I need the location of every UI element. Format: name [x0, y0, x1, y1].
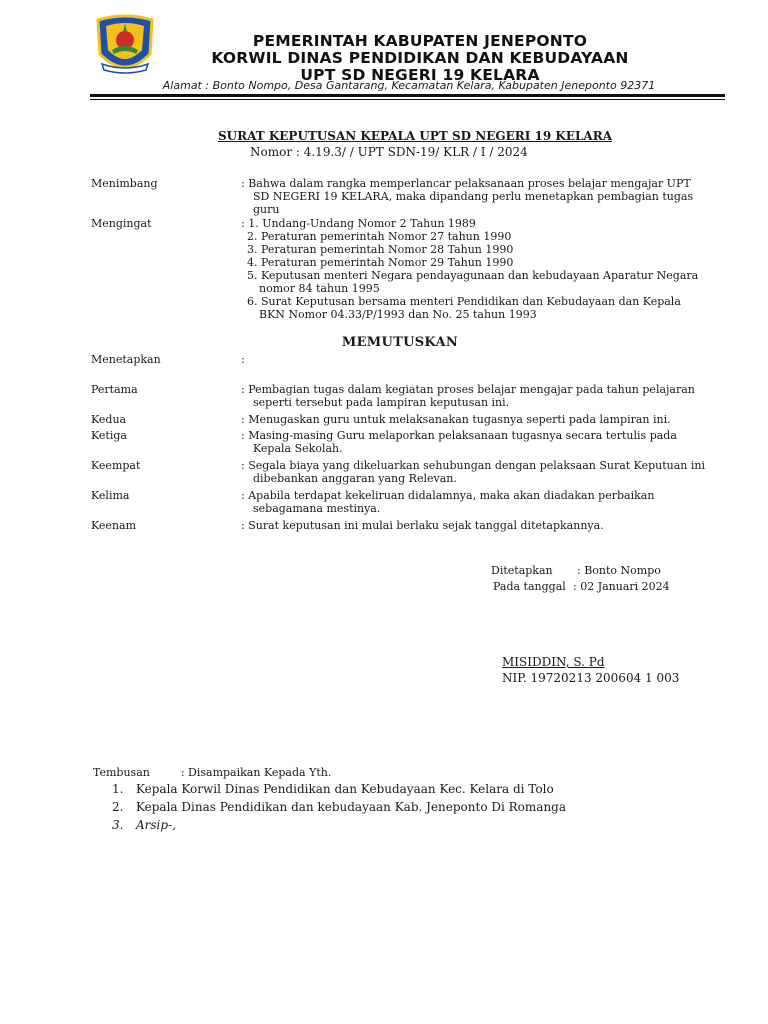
ketiga-label: Ketiga	[91, 429, 127, 442]
signatory-name: MISIDDIN, S. Pd	[502, 655, 605, 669]
decision-line: : Segala biaya yang dikeluarkan sehubungan dengan pelaksaan Surat Keputuan ini	[241, 459, 706, 472]
letterhead-address: Alamat : Bonto Nompo, Desa Gantarang, Kecamatan Kelara, Kabupaten Jeneponto 92371	[162, 79, 656, 92]
letterhead-rule-thin	[90, 99, 725, 100]
menimbang-line: guru	[253, 203, 280, 216]
ditetapkan-value: : Bonto Nompo	[577, 564, 661, 577]
mengingat-item: 2. Peraturan pemerintah Nomor 27 tahun 1990	[247, 230, 512, 243]
mengingat-item: : 1. Undang-Undang Nomor 2 Tahun 1989	[241, 217, 476, 230]
mengingat-item: 4. Peraturan pemerintah Nomor 29 Tahun 1990	[247, 256, 514, 269]
kelima-text	[241, 489, 731, 515]
decision-line: : Menugaskan guru untuk melaksanakan tugasnya seperti pada lampiran ini.	[241, 413, 671, 426]
list-item-text: Arsip-,	[136, 818, 176, 832]
menetapkan-label: Menetapkan	[91, 353, 161, 366]
menimbang-text	[241, 177, 731, 216]
keempat-label: Keempat	[91, 459, 141, 472]
pertama-text	[241, 383, 731, 409]
mengingat-item: 6. Surat Keputusan bersama menteri Pendidikan dan Kebudayaan dan Kepala	[247, 295, 681, 308]
menetapkan-text: :	[241, 353, 245, 366]
menimbang-label: Menimbang	[91, 177, 158, 190]
tanggal-label: Pada tanggal	[493, 580, 566, 593]
decision-line: : Surat keputusan ini mulai berlaku sejak tanggal ditetapkannya.	[241, 519, 604, 532]
keenam-label: Keenam	[91, 519, 137, 532]
letterhead	[120, 33, 720, 84]
decision-line: Kepala Sekolah.	[253, 442, 343, 455]
tembusan-list	[112, 780, 566, 834]
kedua-label: Kedua	[91, 413, 127, 426]
memutuskan-heading: MEMUTUSKAN	[341, 335, 459, 350]
keempat-text	[241, 459, 731, 485]
tembusan-text: : Disampaikan Kepada Yth.	[180, 766, 332, 779]
mengingat-label: Mengingat	[91, 217, 152, 230]
mengingat-item: nomor 84 tahun 1995	[259, 282, 380, 295]
letterhead-line-1: PEMERINTAH KABUPATEN JENEPONTO	[252, 32, 588, 50]
menimbang-line: SD NEGERI 19 KELARA, maka dipandang perlu menetapkan pembagian tugas	[253, 190, 694, 203]
mengingat-item: 3. Peraturan pemerintah Nomor 28 Tahun 1990	[247, 243, 514, 256]
list-item-text: Kepala Korwil Dinas Pendidikan dan Kebudayaan Kec. Kelara di Tolo	[136, 782, 554, 796]
menimbang-line: : Bahwa dalam rangka memperlancar pelaksanaan proses belajar mengajar UPT	[241, 177, 691, 190]
letterhead-line-3: UPT SD NEGERI 19 KELARA	[300, 66, 540, 84]
decision-line: : Masing-masing Guru melaporkan pelaksanaan tugasnya secara tertulis pada	[241, 429, 677, 442]
decision-line: : Pembagian tugas dalam kegiatan proses belajar mengajar pada tahun pelajaran	[241, 383, 695, 396]
kelima-label: Kelima	[91, 489, 130, 502]
mengingat-list	[241, 217, 731, 321]
decision-line: seperti tersebut pada lampiran keputusan ini.	[253, 396, 510, 409]
list-item	[112, 780, 566, 798]
list-item	[112, 798, 566, 816]
signatory-nip: NIP. 19720213 200604 1 003	[502, 671, 680, 685]
mengingat-item: 5. Keputusan menteri Negara pendayagunaan dan kebudayaan Aparatur Negara	[247, 269, 699, 282]
tembusan-label: Tembusan	[93, 766, 150, 779]
ditetapkan-label: Ditetapkan	[491, 564, 553, 577]
letterhead-rule-thick	[90, 94, 725, 97]
letterhead-line-2: KORWIL DINAS PENDIDIKAN DAN KEBUDAYAAN	[211, 49, 629, 67]
list-item-number: 1.	[112, 782, 124, 796]
list-item-number: 3.	[112, 818, 124, 832]
document-number: Nomor : 4.19.3/ / UPT SDN-19/ KLR / I / 2024	[250, 145, 528, 159]
tembusan	[93, 766, 331, 779]
list-item-number: 2.	[112, 800, 124, 814]
list-item-text: Kepala Dinas Pendidikan dan kebudayaan Kab. Jeneponto Di Romanga	[136, 800, 567, 814]
kedua-text	[241, 413, 731, 426]
pertama-label: Pertama	[91, 383, 138, 396]
tanggal-value: : 02 Januari 2024	[573, 580, 670, 593]
decision-line: sebagamana mestinya.	[253, 502, 381, 515]
document-title: SURAT KEPUTUSAN KEPALA UPT SD NEGERI 19 KELARA	[217, 129, 612, 143]
list-item	[112, 816, 566, 834]
ketiga-text	[241, 429, 731, 455]
decision-line: dibebankan anggaran yang Relevan.	[253, 472, 457, 485]
keenam-text	[241, 519, 731, 532]
mengingat-item: BKN Nomor 04.33/P/1993 dan No. 25 tahun 1993	[259, 308, 537, 321]
decision-line: : Apabila terdapat kekeliruan didalamnya, maka akan diadakan perbaikan	[241, 489, 655, 502]
